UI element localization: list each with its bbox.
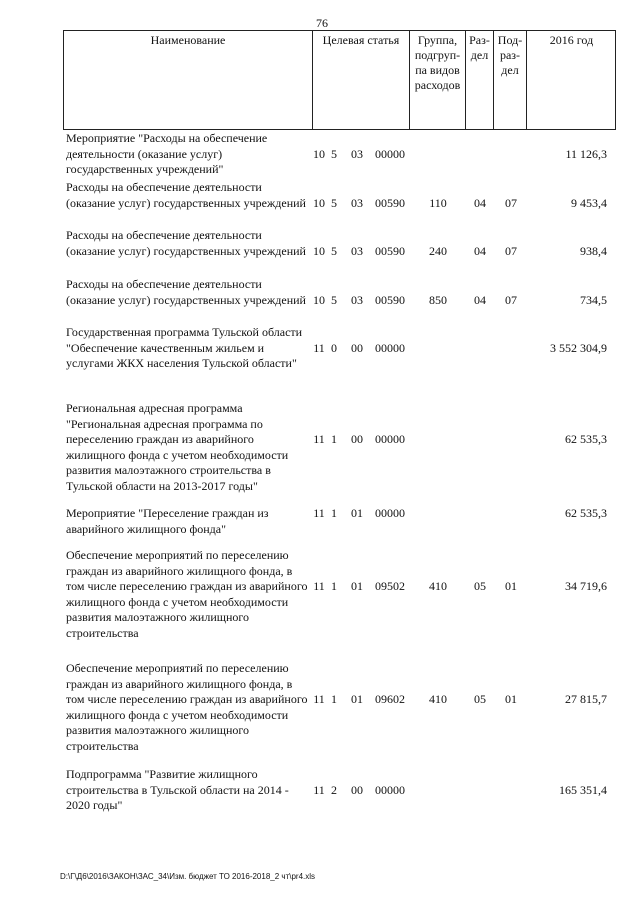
header-name: Наименование (150, 33, 226, 47)
target-code-part: 5 (331, 195, 337, 210)
target-code-part: 5 (331, 146, 337, 161)
header-subsection: Под- раз- дел (497, 33, 523, 77)
file-path-footer: D:\Г\Д6\2016\ЗАКОН\ЗАС_34\Изм. бюджет ТО 2016-2018_2 чт\pr4.xls (60, 872, 316, 881)
table-row (0, 548, 640, 641)
amount-value: 3 552 304,9 (550, 340, 607, 355)
table-row (0, 506, 640, 538)
row-name: Подпрограмма "Развитие жилищного строительства в Тульской области на 2014 - 2020 годы" (66, 767, 289, 812)
row-name: Региональная адресная программа "Региональная адресная программа по переселению граждан из аварийного жилищного фонда с учетом необходимости развития малоэтажного строительства в Тульской области на 2013-2017 годы" (66, 401, 289, 493)
amount-value: 34 719,6 (565, 579, 607, 593)
header-target: Целевая статья (322, 33, 400, 47)
target-code-part: 00 (351, 340, 363, 355)
target-code-part: 00000 (375, 340, 405, 355)
amount-value: 62 535,3 (565, 506, 607, 520)
section-code: 05 (474, 692, 486, 706)
target-code-part: 00590 (375, 243, 405, 258)
subsection-code: 07 (505, 292, 517, 307)
table-row (0, 180, 640, 227)
table-row (0, 767, 640, 814)
target-code-part: 11 (313, 579, 325, 593)
amount-value: 938,4 (580, 243, 607, 258)
target-code-part: 11 (313, 692, 325, 706)
page-number: 76 (316, 16, 328, 30)
target-code-part: 03 (351, 243, 363, 258)
target-code-part: 2 (331, 782, 337, 797)
header-group: Группа, подгруп- па видов расходов (414, 33, 461, 92)
header-section: Раз- дел (469, 33, 490, 62)
target-code-part: 00000 (375, 432, 405, 446)
subsection-code: 01 (505, 692, 517, 706)
amount-value: 734,5 (580, 292, 607, 307)
subsection-code: 07 (505, 195, 517, 210)
table-row (0, 277, 640, 324)
section-code: 04 (474, 292, 486, 307)
target-code-part: 00 (351, 782, 363, 797)
group-code: 410 (429, 692, 447, 706)
target-code-part: 1 (331, 579, 337, 593)
header-year: 2016 год (549, 33, 594, 47)
table-row (0, 661, 640, 754)
row-name: Расходы на обеспечение деятельности (оказание услуг) государственных учреждений (66, 180, 306, 210)
section-code: 04 (474, 243, 486, 258)
target-code-part: 00000 (375, 146, 405, 161)
row-name: Расходы на обеспечение деятельности (оказание услуг) государственных учреждений (66, 228, 306, 258)
target-code-part: 10 (313, 243, 325, 258)
row-name: Мероприятие "Переселение граждан из аварийного жилищного фонда" (66, 506, 269, 536)
target-code-part: 10 (313, 146, 325, 161)
target-code-part: 1 (331, 432, 337, 446)
subsection-code: 01 (505, 579, 517, 593)
row-name: Обеспечение мероприятий по переселению граждан из аварийного жилищного фонда, в том числе переселению граждан из аварийного жилищного фонда с учетом необходимости развития малоэтажного жилищного строительства (66, 548, 308, 640)
table-row (0, 325, 640, 387)
group-code: 110 (429, 195, 447, 210)
amount-value: 27 815,7 (565, 692, 607, 706)
target-code-part: 09602 (375, 692, 405, 706)
section-code: 04 (474, 195, 486, 210)
target-code-part: 01 (351, 692, 363, 706)
amount-value: 11 126,3 (565, 146, 607, 161)
row-name: Расходы на обеспечение деятельности (оказание услуг) государственных учреждений (66, 277, 306, 307)
target-code-part: 00590 (375, 292, 405, 307)
target-code-part: 0 (331, 340, 337, 355)
target-code-part: 10 (313, 292, 325, 307)
target-code-part: 5 (331, 292, 337, 307)
target-code-part: 09502 (375, 579, 405, 593)
target-code-part: 00000 (375, 782, 405, 797)
target-code-part: 11 (313, 782, 325, 797)
target-code-part: 11 (313, 340, 325, 355)
table-header (63, 30, 616, 130)
amount-value: 165 351,4 (559, 782, 607, 797)
target-code-part: 10 (313, 195, 325, 210)
target-code-part: 00590 (375, 195, 405, 210)
target-code-part: 00000 (375, 506, 405, 520)
group-code: 850 (429, 292, 447, 307)
target-code-part: 1 (331, 692, 337, 706)
target-code-part: 03 (351, 195, 363, 210)
target-code-part: 11 (313, 506, 325, 520)
target-code-part: 00 (351, 432, 363, 446)
target-code-part: 03 (351, 146, 363, 161)
target-code-part: 03 (351, 292, 363, 307)
target-code-part: 1 (331, 506, 337, 520)
amount-value: 62 535,3 (565, 432, 607, 446)
target-code-part: 01 (351, 506, 363, 520)
target-code-part: 01 (351, 579, 363, 593)
subsection-code: 07 (505, 243, 517, 258)
amount-value: 9 453,4 (571, 195, 607, 210)
row-name: Государственная программа Тульской области "Обеспечение качественным жильем и услугами ЖКХ населения Тульской области" (66, 325, 303, 370)
table-row (0, 131, 640, 178)
target-code-part: 11 (313, 432, 325, 446)
target-code-part: 5 (331, 243, 337, 258)
table-row (0, 228, 640, 275)
group-code: 240 (429, 243, 447, 258)
group-code: 410 (429, 579, 447, 593)
row-name: Мероприятие "Расходы на обеспечение деятельности (оказание услуг) государственных учреждений" (66, 131, 268, 176)
row-name: Обеспечение мероприятий по переселению граждан из аварийного жилищного фонда, в том числе переселению граждан из аварийного жилищного фонда с учетом необходимости развития малоэтажного жилищного строительства (66, 661, 308, 753)
table-row (0, 401, 640, 494)
section-code: 05 (474, 579, 486, 593)
